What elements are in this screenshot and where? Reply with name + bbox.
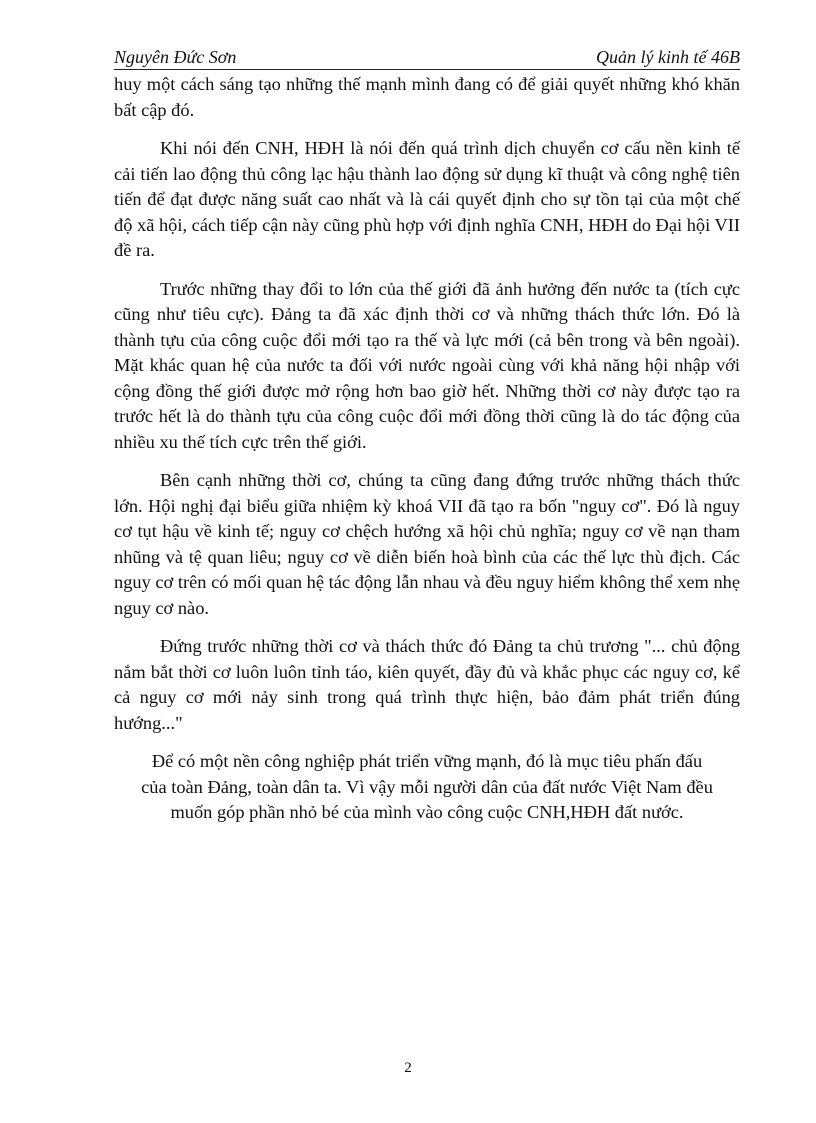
closing-line: Để có một nền công nghiệp phát triển vững mạnh, đó là mục tiêu phấn đấu (151, 751, 703, 771)
page-header (114, 41, 740, 70)
paragraph-closing (114, 749, 740, 826)
header-course: Quản lý kinh tế 46B (596, 47, 740, 67)
page-number: 2 (404, 1060, 412, 1076)
closing-line: muốn góp phần nhỏ bé của mình vào công cuộc CNH,HĐH đất nước. (170, 802, 684, 822)
body-text (114, 72, 740, 839)
header-author: Nguyên Đức Sơn (114, 47, 237, 67)
paragraph-continuation: huy một cách sáng tạo những thế mạnh mình đang có để giải quyết những khó khăn bất cập đó. (114, 74, 740, 120)
paragraph-challenges: Bên cạnh những thời cơ, chúng ta cũng đang đứng trước những thách thức lớn. Hội nghị đại biểu giữa nhiệm kỳ khoá VII đã tạo ra bốn "nguy cơ". Đó là nguy cơ tụt hậu về kinh tế; nguy cơ chệch hướng xã hội chủ nghĩa; nguy cơ về nạn tham nhũng và tệ quan liêu; nguy cơ về diễn biến hoà bình của các thế lực thù địch. Các nguy cơ trên có mối quan hệ tác động lẫn nhau và đều nguy hiểm không thể xem nhẹ nguy cơ nào. (114, 470, 740, 618)
paragraph-party-policy: Đứng trước những thời cơ và thách thức đó Đảng ta chủ trương "... chủ động nắm bắt thời cơ luôn luôn tỉnh táo, kiên quyết, đầy đủ và khắc phục các nguy cơ, kể cả nguy cơ mới nảy sinh trong quá trình thực hiện, bảo đảm phát triển đúng hướng..." (114, 636, 740, 733)
paragraph-cnh-hdh-definition: Khi nói đến CNH, HĐH là nói đến quá trình dịch chuyển cơ cấu nền kinh tế cải tiến lao động thủ công lạc hậu thành lao động sử dụng kĩ thuật và công nghệ tiên tiến để đạt được năng suất cao nhất và là cái quyết định cho sự tồn tại của một chế độ xã hội, cách tiếp cận này cũng phù hợp với định nghĩa CNH, HĐH do Đại hội VII đề ra. (114, 138, 740, 260)
closing-line: của toàn Đảng, toàn dân ta. Vì vậy mỗi người dân của đất nước Việt Nam đều (141, 776, 713, 797)
paragraph-opportunities: Trước những thay đổi to lớn của thế giới đã ảnh hưởng đến nước ta (tích cực cũng như tiêu cực). Đảng ta đã xác định thời cơ và những thách thức lớn. Đó là thành tựu của công cuộc đổi mới tạo ra thế và lực mới (cả bên trong và bên ngoài). Mặt khác quan hệ của nước ta đối với nước ngoài cùng với khả năng hội nhập với cộng đồng thế giới được mở rộng hơn bao giờ hết. Những thời cơ này được tạo ra trước hết là do thành tựu của công cuộc đổi mới đồng thời cũng là do tác động của nhiều xu thế tích cực trên thế giới. (114, 278, 740, 452)
